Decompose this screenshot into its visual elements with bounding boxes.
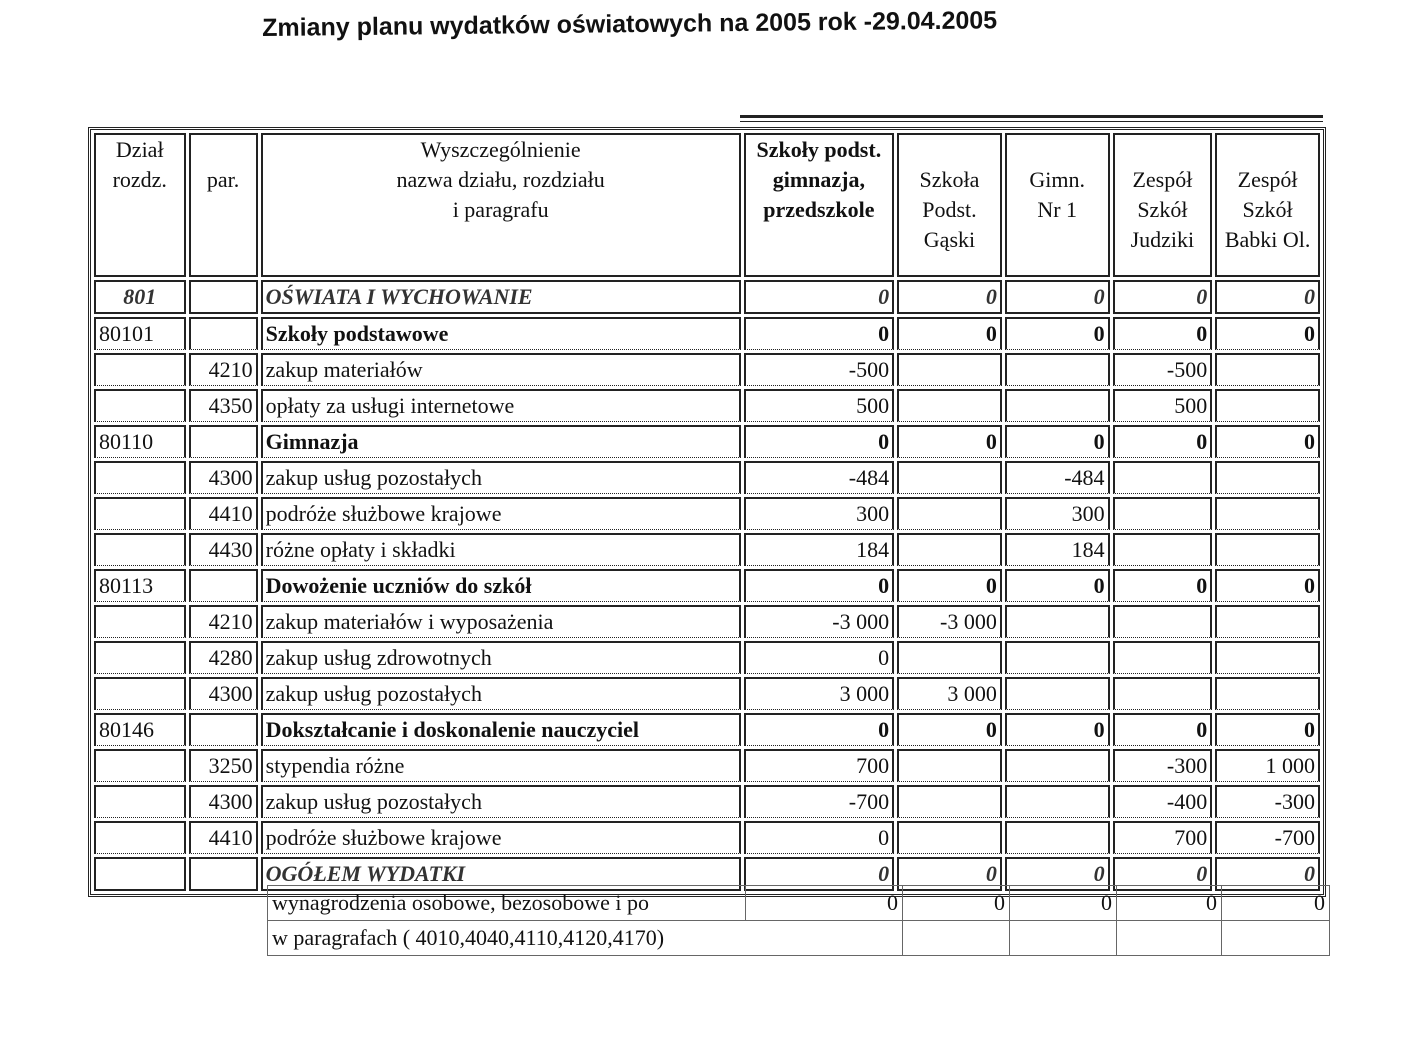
row-dzial [94,497,186,530]
total-value: 0 [1215,857,1320,891]
section-value: 0 [744,280,894,314]
row-value [1113,497,1213,530]
row-value [897,533,1002,566]
row-value: -700 [744,785,894,818]
row-name: Dokształcanie i doskonalenie nauczyciel [261,713,741,746]
row-value: 700 [1113,821,1213,854]
row-name: różne opłaty i składki [261,533,741,566]
row-value: 500 [1113,389,1213,422]
row-value: 0 [1113,425,1213,458]
row-dzial [94,677,186,710]
row-value [897,641,1002,674]
row-value [1005,677,1110,710]
row-value: -500 [744,353,894,386]
row-value: 1 000 [1215,749,1320,782]
row-value [1215,497,1320,530]
row-value: 0 [1215,713,1320,746]
row-value: -300 [1215,785,1320,818]
row-name: Dowożenie uczniów do szkół [261,569,741,602]
total-value: 0 [744,857,894,891]
row-name: zakup materiałów [261,353,741,386]
row-value: 3 000 [897,677,1002,710]
table-body [94,317,1320,854]
footer-table [267,885,1330,956]
row-dzial [94,821,186,854]
row-value: -500 [1113,353,1213,386]
row-value [1005,641,1110,674]
header-zespol-babki: Zespół Szkół Babki Ol. [1215,133,1320,277]
section-par [189,280,258,314]
row-par: 4300 [189,785,258,818]
row-value: 0 [744,569,894,602]
section-value: 0 [1113,280,1213,314]
row-name: zakup usług zdrowotnych [261,641,741,674]
row-value: 500 [744,389,894,422]
header-description: Wyszczególnienie nazwa działu, rozdziału i paragrafu [261,133,741,277]
row-name: Szkoły podstawowe [261,317,741,350]
row-dzial [94,641,186,674]
header-par: par. [189,133,258,277]
row-name: zakup usług pozostałych [261,461,741,494]
row-value: 0 [744,641,894,674]
section-value: 0 [1215,280,1320,314]
section-name: OŚWIATA I WYCHOWANIE [261,280,741,314]
footer-empty [1010,921,1117,956]
row-value [1113,533,1213,566]
row-value [1005,353,1110,386]
total-dzial [94,857,186,891]
row-par [189,569,258,602]
footer-value: 0 [903,886,1010,921]
expense-table [88,127,1326,897]
row-dzial: 80113 [94,569,186,602]
section-code: 801 [94,280,186,314]
row-name: opłaty za usługi internetowe [261,389,741,422]
header-zespol-judziki: Zespół Szkół Judziki [1113,133,1213,277]
row-dzial [94,389,186,422]
table-row [94,497,1320,530]
footer-value: 0 [746,886,903,921]
row-par: 4350 [189,389,258,422]
footer-label-1: wynagrodzenia osobowe, bezosobowe i po [268,886,746,921]
footer-row-2 [268,921,1330,956]
table-row [94,461,1320,494]
row-par [189,317,258,350]
row-dzial [94,461,186,494]
row-value: 0 [744,713,894,746]
row-par: 4210 [189,605,258,638]
table-row [94,317,1320,350]
row-par: 4300 [189,677,258,710]
row-value [897,389,1002,422]
header-gimn-nr1: Gimn. Nr 1 [1005,133,1110,277]
row-value: 0 [1005,569,1110,602]
row-value: -400 [1113,785,1213,818]
footer-value: 0 [1010,886,1117,921]
row-value [1215,461,1320,494]
row-value: 3 000 [744,677,894,710]
top-rule-thin [740,121,1323,122]
table-row [94,605,1320,638]
row-value: 0 [1113,317,1213,350]
row-value [1113,461,1213,494]
row-dzial [94,605,186,638]
row-value: -484 [1005,461,1110,494]
row-dzial [94,533,186,566]
row-value [897,461,1002,494]
section-row [94,280,1320,314]
row-par: 4410 [189,497,258,530]
row-name: podróże służbowe krajowe [261,821,741,854]
row-value [897,497,1002,530]
row-par [189,713,258,746]
row-value: 0 [744,425,894,458]
row-value: 0 [1215,569,1320,602]
row-value: 0 [897,569,1002,602]
row-value: 0 [744,317,894,350]
top-rule [740,115,1323,118]
row-value [1113,641,1213,674]
row-name: podróże służbowe krajowe [261,497,741,530]
table-row [94,785,1320,818]
table-row [94,821,1320,854]
table-row [94,713,1320,746]
footer-empty [1117,921,1222,956]
footer-empty [1222,921,1330,956]
row-value: -3 000 [897,605,1002,638]
row-value: 0 [897,317,1002,350]
row-par: 4410 [189,821,258,854]
table-row [94,533,1320,566]
row-value: -3 000 [744,605,894,638]
row-value [1215,389,1320,422]
row-value: 0 [1005,425,1110,458]
page-title: Zmiany planu wydatków oświatowych na 2005 rok -29.04.2005 [262,6,998,42]
row-par: 3250 [189,749,258,782]
footer-row-1 [268,886,1330,921]
table-row [94,353,1320,386]
table-row [94,641,1320,674]
row-value: 0 [1215,317,1320,350]
header-total: Szkoły podst. gimnazja, przedszkole [744,133,894,277]
footer-value: 0 [1222,886,1330,921]
row-value [897,749,1002,782]
section-value: 0 [897,280,1002,314]
row-value: 700 [744,749,894,782]
row-value [1215,353,1320,386]
total-value: 0 [1005,857,1110,891]
row-value [1005,785,1110,818]
total-value: 0 [897,857,1002,891]
footer-value: 0 [1117,886,1222,921]
total-par [189,857,258,891]
row-value: 0 [1113,713,1213,746]
row-value [1113,605,1213,638]
row-value: -300 [1113,749,1213,782]
row-value [1005,605,1110,638]
footer-label-2: w paragrafach ( 4010,4040,4110,4120,4170) [268,921,903,956]
section-value: 0 [1005,280,1110,314]
table-row [94,677,1320,710]
row-par: 4210 [189,353,258,386]
row-dzial: 80110 [94,425,186,458]
row-value: 0 [897,425,1002,458]
row-value: 0 [1005,317,1110,350]
row-value: 184 [744,533,894,566]
row-par [189,425,258,458]
row-value [1005,749,1110,782]
row-value: 0 [744,821,894,854]
row-value: -700 [1215,821,1320,854]
row-par: 4430 [189,533,258,566]
table-row [94,425,1320,458]
row-value: 0 [1215,425,1320,458]
total-name: OGÓŁEM WYDATKI [261,857,741,891]
row-value [1215,533,1320,566]
row-value: 184 [1005,533,1110,566]
row-value [897,821,1002,854]
row-name: zakup materiałów i wyposażenia [261,605,741,638]
row-par: 4300 [189,461,258,494]
header-szkola-gaski: Szkoła Podst. Gąski [897,133,1002,277]
row-dzial: 80146 [94,713,186,746]
row-value: -484 [744,461,894,494]
row-value: 0 [897,713,1002,746]
row-name: zakup usług pozostałych [261,785,741,818]
row-value [1005,389,1110,422]
row-value [1215,677,1320,710]
row-dzial [94,353,186,386]
row-value [1113,677,1213,710]
row-value: 0 [1005,713,1110,746]
header-row [94,133,1320,277]
table-row [94,569,1320,602]
row-name: Gimnazja [261,425,741,458]
row-dzial: 80101 [94,317,186,350]
row-dzial [94,749,186,782]
table-row [94,749,1320,782]
row-value [1215,605,1320,638]
row-dzial [94,785,186,818]
row-value: 300 [1005,497,1110,530]
row-value [1005,821,1110,854]
total-value: 0 [1113,857,1213,891]
row-value: 0 [1113,569,1213,602]
row-value [1215,641,1320,674]
row-name: zakup usług pozostałych [261,677,741,710]
row-par: 4280 [189,641,258,674]
row-name: stypendia różne [261,749,741,782]
footer-empty [903,921,1010,956]
row-value [897,785,1002,818]
header-dzial: Dział rozdz. [94,133,186,277]
row-value [897,353,1002,386]
row-value: 300 [744,497,894,530]
table-row [94,389,1320,422]
